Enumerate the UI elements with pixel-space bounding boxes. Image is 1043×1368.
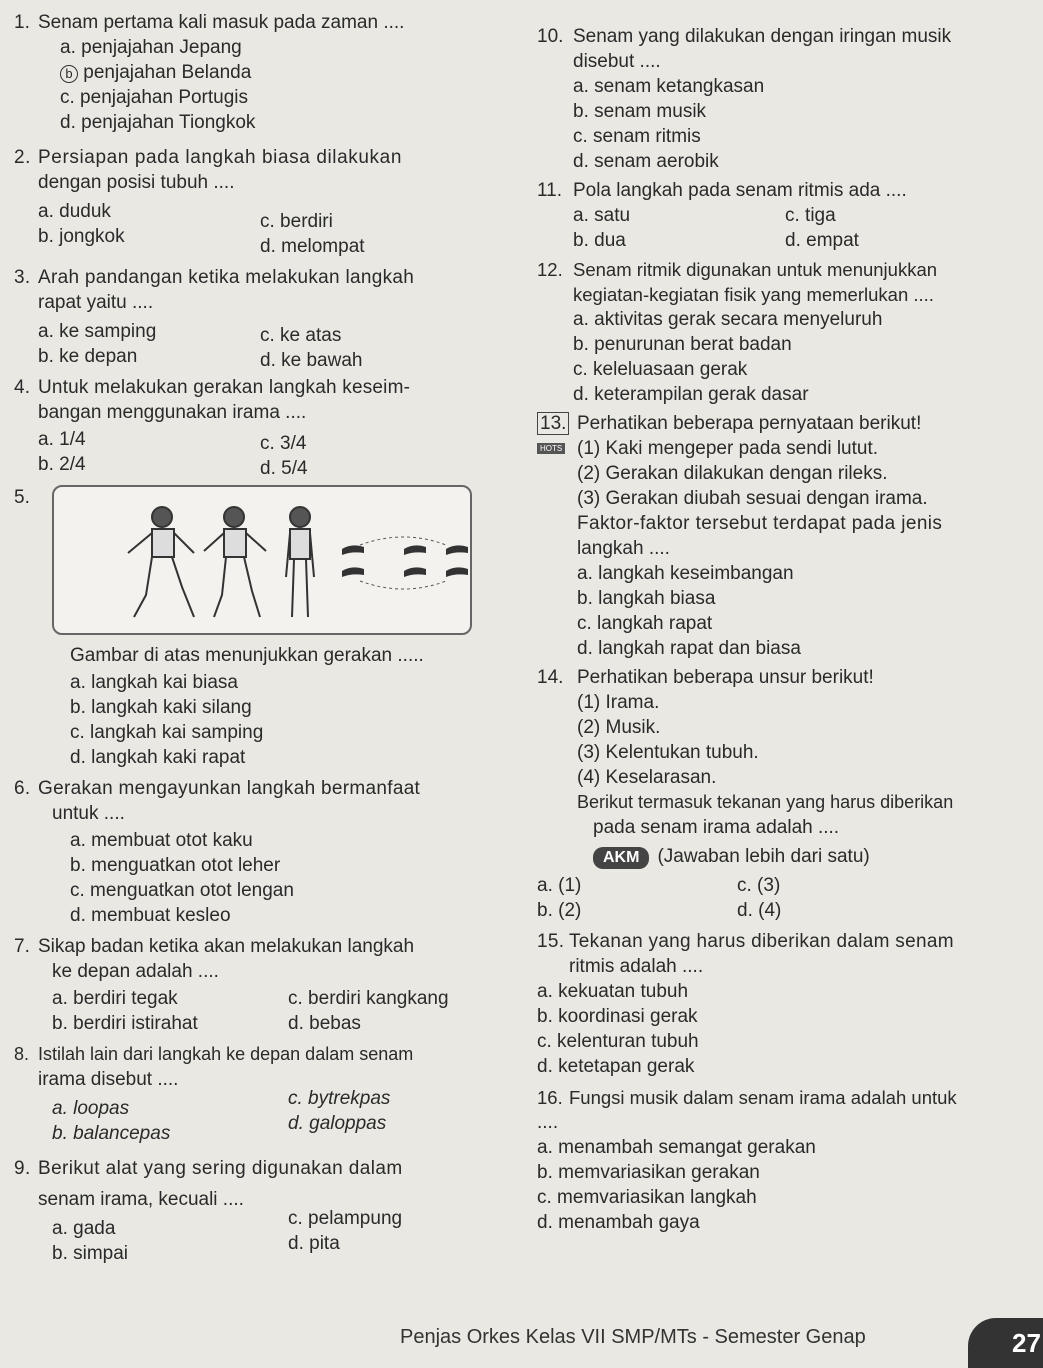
option-a[interactable]: a. membuat otot kaku	[70, 830, 253, 851]
option-c[interactable]: c. keleluasaan gerak	[573, 359, 748, 380]
option-d[interactable]: d. galoppas	[288, 1113, 387, 1134]
option-d[interactable]: d. ke bawah	[260, 350, 363, 371]
akm-badge: AKM	[593, 847, 649, 869]
option-d[interactable]: d. membuat kesleo	[70, 905, 231, 926]
page-number: 27	[968, 1318, 1043, 1368]
option-d[interactable]: d. menambah gaya	[537, 1212, 700, 1233]
option-c[interactable]: c. bytrekpas	[288, 1088, 391, 1109]
question-9: 9. Berikut alat yang sering digunakan dalam senam irama, kecuali .... a. gada b. simpai c. pelampung d. pita	[14, 1158, 403, 1264]
option-b[interactable]: b. simpai	[52, 1243, 129, 1264]
question-4: 4. Untuk melakukan gerakan langkah keseim- bangan menggunakan irama .... a. 1/4 b. 2/4 c. 3/4 d. 5/4	[14, 377, 411, 479]
option-c[interactable]: c. penjajahan Portugis	[60, 87, 249, 108]
question-7: 7. Sikap badan ketika akan melakukan langkah ke depan adalah .... a. berdiri tegak b. berdiri istirahat c. berdiri kangkang d. bebas	[14, 936, 449, 1034]
option-c[interactable]: c. pelampung	[288, 1208, 403, 1229]
question-12: 12. Senam ritmik digunakan untuk menunjukkan kegiatan-kegiatan fisik yang memerlukan .... a. aktivitas gerak secara menyeluruh b. penurunan berat badan c. keleluasaan gerak d. keterampilan gerak dasar	[537, 257, 1037, 407]
option-d[interactable]: d. bebas	[288, 1013, 361, 1034]
option-c[interactable]: c. senam ritmis	[573, 126, 701, 147]
option-d[interactable]: d. keterampilan gerak dasar	[573, 384, 809, 405]
option-a[interactable]: a. ke samping	[38, 321, 157, 342]
option-d[interactable]: d. pita	[288, 1233, 340, 1254]
left-column	[14, 10, 524, 1266]
question-6: 6. Gerakan mengayunkan langkah bermanfaat untuk .... a. membuat otot kaku b. menguatkan otot leher c. menguatkan otot lengan d. membuat kesleo	[14, 776, 524, 928]
option-a[interactable]: a. satu	[573, 205, 631, 226]
question-text: Senam pertama kali masuk pada zaman ....	[38, 12, 405, 33]
option-b[interactable]: b. penurunan berat badan	[573, 334, 792, 355]
option-a[interactable]: a. 1/4	[38, 429, 86, 450]
step-illustration	[52, 485, 472, 635]
option-a[interactable]: a. penjajahan Jepang	[60, 37, 242, 58]
option-d[interactable]: d. 5/4	[260, 458, 308, 479]
option-a[interactable]: a. senam ketangkasan	[573, 76, 765, 97]
option-c[interactable]: c. kelenturan tubuh	[537, 1031, 699, 1052]
option-c[interactable]: c. (3)	[737, 875, 781, 896]
question-5: 5. Gambar di atas menunjukkan gerakan ..... a. langkah kai biasa b. langkah kaki silang c. langkah kai samping d. langkah kaki rapat	[14, 485, 524, 770]
option-c[interactable]: c. menguatkan otot lengan	[70, 880, 294, 901]
option-c[interactable]: c. langkah kai samping	[70, 722, 264, 743]
question-11: 11. Pola langkah pada senam ritmis ada .... a. satu b. dua c. tiga d. empat	[537, 180, 907, 251]
option-b[interactable]: b. memvariasikan gerakan	[537, 1162, 760, 1183]
option-a[interactable]: a. menambah semangat gerakan	[537, 1137, 816, 1158]
option-d[interactable]: d. (4)	[737, 900, 782, 921]
option-c[interactable]: c. berdiri kangkang	[288, 988, 449, 1009]
book-footer: Penjas Orkes Kelas VII SMP/MTs - Semester Genap	[400, 1326, 866, 1348]
option-b[interactable]: b. 2/4	[38, 454, 86, 475]
option-a[interactable]: a. (1)	[537, 875, 582, 896]
option-b[interactable]: b. jongkok	[38, 226, 125, 247]
option-d[interactable]: d. melompat	[260, 236, 365, 257]
right-column	[537, 10, 1037, 1235]
question-8: 8. Istilah lain dari langkah ke depan dalam senam irama disebut .... a. loopas b. balancepas c. bytrekpas d. galoppas	[14, 1044, 414, 1144]
question-2: 2. Persiapan pada langkah biasa dilakukan dengan posisi tubuh .... a. duduk b. jongkok c. berdiri d. melompat	[14, 147, 402, 257]
option-b[interactable]: b. (2)	[537, 900, 582, 921]
option-a[interactable]: a. loopas	[52, 1098, 130, 1119]
walking-figures-illustration	[54, 487, 470, 633]
option-d[interactable]: d. senam aerobik	[573, 151, 719, 172]
option-a[interactable]: a. duduk	[38, 201, 111, 222]
option-a[interactable]: a. berdiri tegak	[52, 988, 178, 1009]
option-d[interactable]: d. empat	[785, 230, 859, 251]
option-d[interactable]: d. penjajahan Tiongkok	[60, 112, 256, 133]
option-d[interactable]: d. langkah rapat dan biasa	[577, 638, 801, 659]
question-number-box: 13.	[537, 412, 569, 435]
hots-badge: HOTS	[537, 443, 565, 454]
option-c[interactable]: c. 3/4	[260, 433, 307, 454]
option-a[interactable]: a. kekuatan tubuh	[537, 981, 689, 1002]
option-b[interactable]: b. berdiri istirahat	[52, 1013, 198, 1034]
question-10: 10. Senam yang dilakukan dengan iringan musik disebut .... a. senam ketangkasan b. senam musik c. senam ritmis d. senam aerobik	[537, 24, 1037, 174]
question-3: 3. Arah pandangan ketika melakukan langkah rapat yaitu .... a. ke samping b. ke depan c. ke atas d. ke bawah	[14, 267, 415, 371]
question-16: 16. Fungsi musik dalam senam irama adalah untuk .... a. menambah semangat gerakan b. memvariasikan gerakan c. memvariasikan langkah d. menambah gaya	[537, 1085, 1037, 1235]
option-a[interactable]: a. aktivitas gerak secara menyeluruh	[573, 309, 883, 330]
question-13: 13. Perhatikan beberapa pernyataan berikut! HOTS (1) Kaki mengeper pada sendi lutut. (2) Gerakan dilakukan dengan rileks. (3) Gerakan diubah sesuai dengan irama. Faktor-faktor tersebut terdapat pada jenis langkah .... a. langkah keseimbangan b. langkah biasa c. langkah rapat d. langkah rapat dan biasa	[537, 411, 1037, 661]
option-b[interactable]: b. menguatkan otot leher	[70, 855, 281, 876]
selected-answer-mark: b	[60, 65, 78, 83]
option-b[interactable]: b. langkah biasa	[577, 588, 716, 609]
option-c[interactable]: c. berdiri	[260, 211, 333, 232]
option-d[interactable]: d. ketetapan gerak	[537, 1056, 695, 1077]
question-15: 15. Tekanan yang harus diberikan dalam senam ritmis adalah .... a. kekuatan tubuh b. koordinasi gerak c. kelenturan tubuh d. ketetapan gerak	[537, 929, 1037, 1079]
option-b[interactable]: b. ke depan	[38, 346, 138, 367]
question-text: Gambar di atas menunjukkan gerakan .....	[70, 645, 424, 666]
option-a[interactable]: a. gada	[52, 1218, 116, 1239]
question-14: 14. Perhatikan beberapa unsur berikut! (1) Irama. (2) Musik. (3) Kelentukan tubuh. (4) Keselarasan. Berikut termasuk tekanan yang harus diberikan pada senam irama adalah .... AKM (Jawaban lebih dari satu) a. (1) b. (2) c. (3) d. (4)	[537, 667, 954, 921]
option-c[interactable]: c. memvariasikan langkah	[537, 1187, 757, 1208]
question-1: 1. Senam pertama kali masuk pada zaman .... a. penjajahan Jepang b penjajahan Belanda c. penjajahan Portugis d. penjajahan Tiongkok	[14, 10, 524, 135]
option-b[interactable]: b. langkah kaki silang	[70, 697, 252, 718]
option-a[interactable]: a. langkah keseimbangan	[577, 563, 794, 584]
option-b[interactable]: b. balancepas	[52, 1123, 171, 1144]
option-c[interactable]: c. tiga	[785, 205, 836, 226]
option-c[interactable]: c. langkah rapat	[577, 613, 713, 634]
option-d[interactable]: d. langkah kaki rapat	[70, 747, 246, 768]
option-b[interactable]: b penjajahan Belanda	[14, 60, 524, 85]
option-b[interactable]: b. dua	[573, 230, 626, 251]
option-c[interactable]: c. ke atas	[260, 325, 342, 346]
option-a[interactable]: a. langkah kai biasa	[70, 672, 238, 693]
option-b[interactable]: b. senam musik	[573, 101, 707, 122]
option-b[interactable]: b. koordinasi gerak	[537, 1006, 698, 1027]
